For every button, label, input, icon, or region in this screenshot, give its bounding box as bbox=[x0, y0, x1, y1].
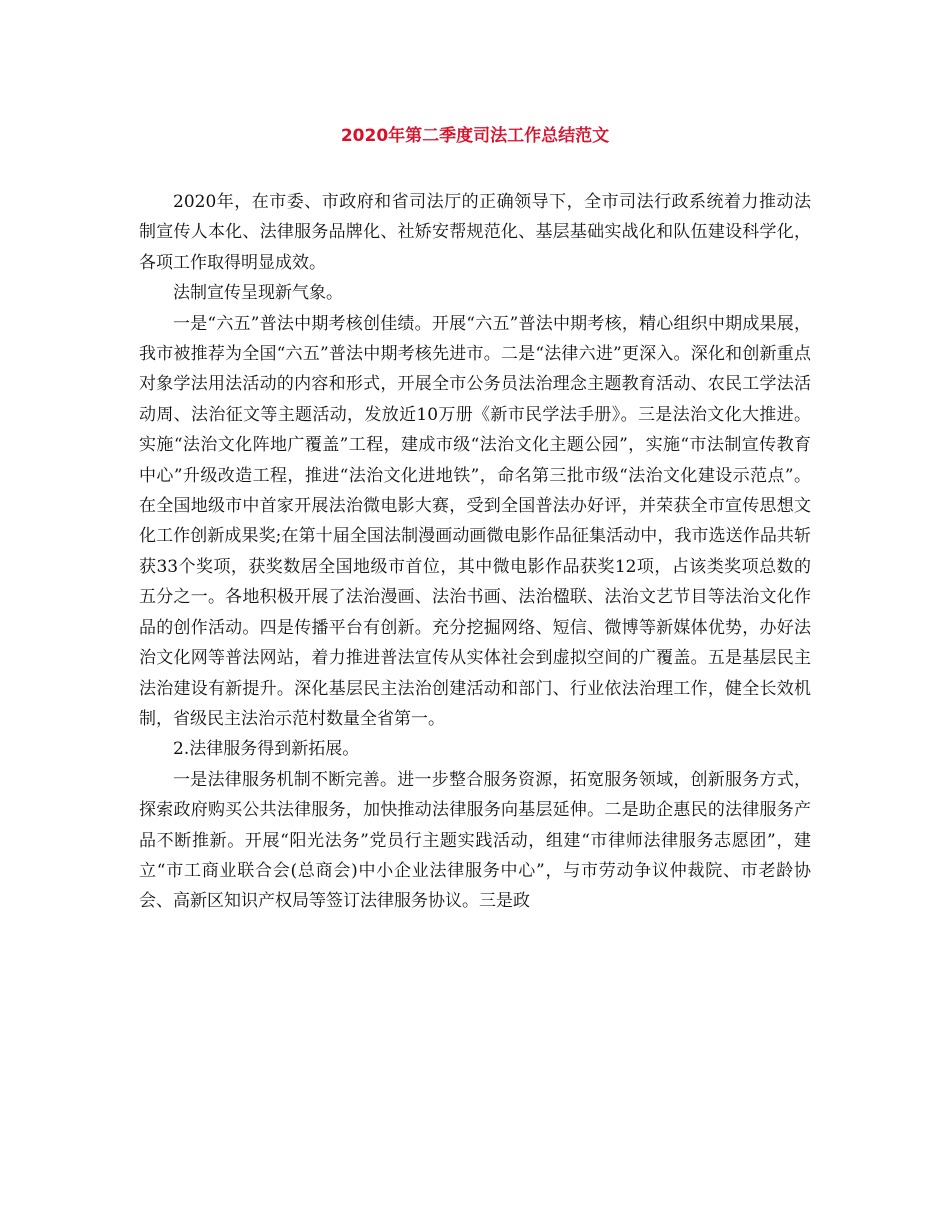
section-heading-legal-services: 2.法律服务得到新拓展。 bbox=[173, 739, 360, 760]
paragraph-legal-publicity: 一是“六五”普法中期考核创佳绩。开展“六五”普法中期考核，精心组织中期成果展，我市被推荐为全国“六五”普法中期考核先进市。二是“法律六进”更深入。深化和创新重点对象学法用法活动的内容和形式，开展全市公务员法治理念主题教育活动、农民工学法活动周、法治征文等主题活动，发放近10万册《新市民学法手册》。三是法治文化大推进。实施“法治文化阵地广覆盖”工程，建成市级“法治文化主题公园”，实施“市法制宣传教育中心”升级改造工程，推进“法治文化进地铁”，命名第三批市级“法治文化建设示范点”。在全国地级市中首家开展法治微电影大赛，受到全国普法办好评，并荣获全市宣传思想文化工作创新成果奖;在第十届全国法制漫画动画微电影作品征集活动中，我市选送作品共斩获33个奖项，获奖数居全国地级市首位，其中微电影作品获奖12项，占该类奖项总数的五分之一。各地积极开展了法治漫画、法治书画、法治楹联、法治文艺节目等法治文化作品的创作活动。四是传播平台有创新。充分挖掘网络、短信、微博等新媒体优势，办好法治文化网等普法网站，着力推进普法宣传从实体社会到虚拟空间的广覆盖。五是基层民主法治建设有新提升。深化基层民主法治创建活动和部门、行业依法治理工作，健全长效机制，省级民主法治示范村数量全省第一。 bbox=[139, 313, 811, 729]
paragraph-intro: 2020年，在市委、市政府和省司法厅的正确领导下，全市司法行政系统着力推动法制宣传人本化、法律服务品牌化、社矫安帮规范化、基层基础实战化和队伍建设科学化，各项工作取得明显成效。 bbox=[139, 192, 811, 273]
paragraph-legal-services: 一是法律服务机制不断完善。进一步整合服务资源，拓宽服务领域，创新服务方式，探索政府购买公共法律服务，加快推动法律服务向基层延伸。二是助企惠民的法律服务产品不断推新。开展“阳光法务”党员行主题实践活动，组建“市律师法律服务志愿团”，建立“市工商业联合会(总商会)中小企业法律服务中心”，与市劳动争议仲裁院、市老龄协会、高新区知识产权局等签订法律服务协议。三是政 bbox=[139, 769, 811, 912]
section-heading-legal-publicity: 法制宣传呈现新气象。 bbox=[173, 283, 343, 304]
document-body bbox=[139, 187, 811, 917]
document-title: 2020年第二季度司法工作总结范文 bbox=[340, 126, 610, 146]
